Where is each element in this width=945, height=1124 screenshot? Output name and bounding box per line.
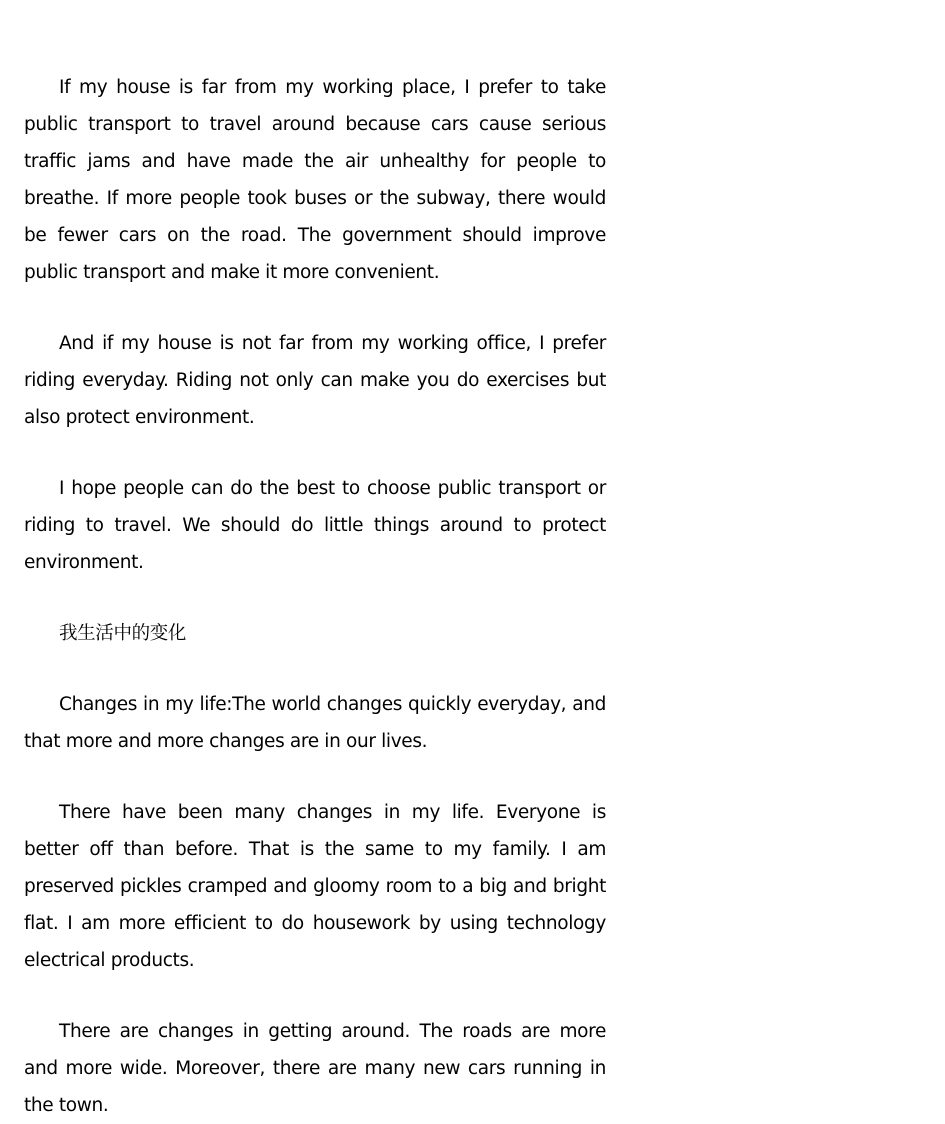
- document-page: [24, 69, 606, 1124]
- paragraph-riding-preference: And if my house is not far from my working office, I prefer riding everyday. Riding not only can make you do exercises but also protect environment.: [24, 333, 606, 428]
- paragraph-changes-getting-around: There are changes in getting around. The roads are more and more wide. Moreover, there are many new cars running in the town.: [24, 1021, 606, 1116]
- paragraph-changes-intro: Changes in my life:The world changes quickly everyday, and that more and more changes are in our lives.: [24, 694, 606, 752]
- paragraph-transport-preference: If my house is far from my working place, I prefer to take public transport to travel around because cars cause serious traffic jams and have made the air unhealthy for people to breathe. If more people took buses or the subway, there would be fewer cars on the road. The government should improve public transport and make it more convenient.: [24, 77, 606, 283]
- essay-title-chinese: 我生活中的变化: [59, 623, 187, 644]
- paragraph-changes-family: There have been many changes in my life. Everyone is better off than before. That is the same to my family. I am preserved pickles cramped and gloomy room to a big and bright flat. I am more efficient to do housework by using technology electrical products.: [24, 802, 606, 971]
- paragraph-protect-environment: I hope people can do the best to choose public transport or riding to travel. We should do little things around to protect environment.: [24, 478, 606, 573]
